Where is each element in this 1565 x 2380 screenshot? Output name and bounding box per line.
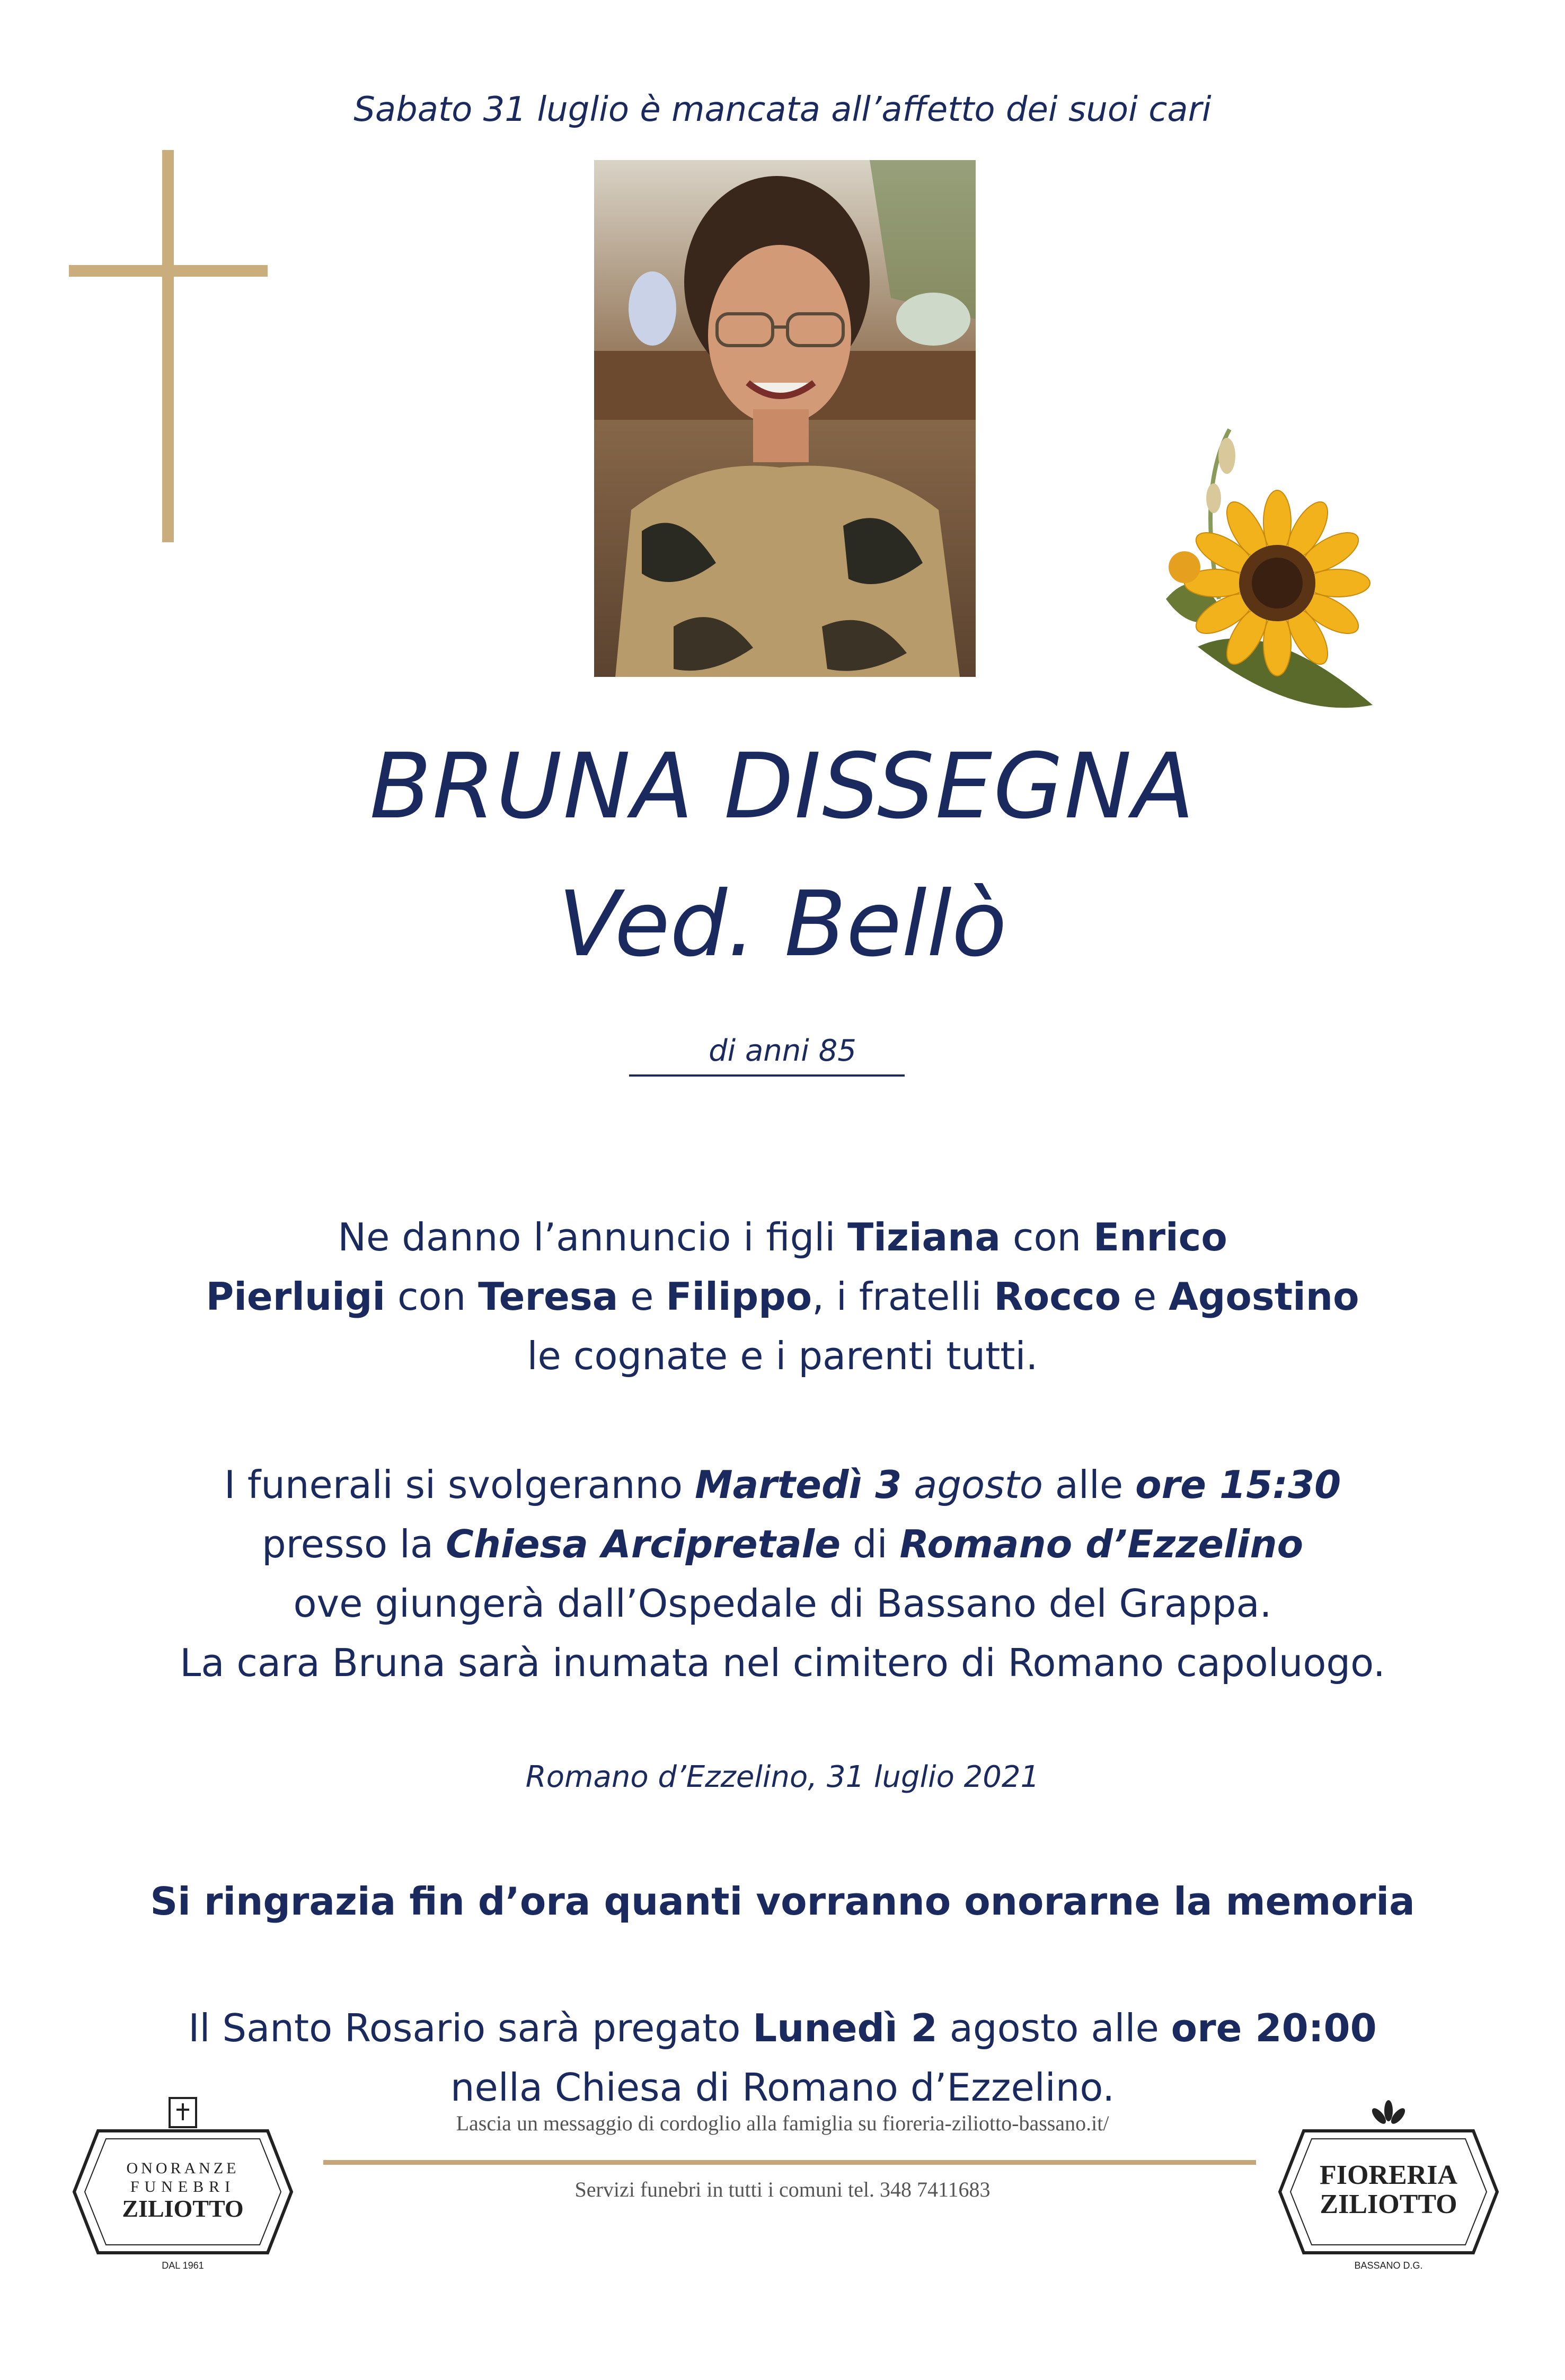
rosary-time: ore 20:00	[1171, 2006, 1377, 2050]
logo-left-top: ONORANZE	[126, 2159, 240, 2177]
cross-icon	[69, 150, 268, 542]
divider-line	[629, 1074, 905, 1077]
age-text: di anni 85	[709, 1034, 856, 1068]
footer-divider	[323, 2160, 1256, 2165]
portrait-photo	[594, 160, 976, 677]
intro-text: Sabato 31 luglio è mancata all’affetto dei suoi cari	[353, 90, 1212, 129]
name-rocco: Rocco	[994, 1274, 1121, 1319]
text: agosto alle	[937, 2006, 1171, 2050]
thanks-text: Si ringrazia fin d’ora quanti vorranno onorarne la memoria	[150, 1879, 1415, 1924]
text: con	[1000, 1215, 1094, 1259]
text: di	[841, 1522, 900, 1566]
sunflower-icon	[1134, 424, 1399, 726]
announcement-line-3: le cognate e i parenti tutti.	[527, 1334, 1038, 1378]
rosary-day: Lunedì 2	[753, 2006, 938, 2050]
logo-right-place: BASSANO D.G.	[1354, 2260, 1423, 2271]
text: I funerali si svolgeranno	[224, 1462, 695, 1507]
rosary-line-1	[0, 1998, 1565, 2058]
funeral-line-2	[0, 1514, 1565, 1574]
condolence-message: Lascia un messaggio di cordoglio alla famiglia su fioreria-ziliotto-bassano.it/	[456, 2111, 1109, 2135]
text: Ne danno l’annuncio i figli	[338, 1215, 848, 1259]
fioreria-logo	[1275, 2094, 1502, 2290]
logo-right-brand1: FIORERIA	[1319, 2160, 1458, 2190]
text: e	[1121, 1274, 1169, 1319]
text: e	[618, 1274, 666, 1319]
name-agostino: Agostino	[1169, 1274, 1359, 1319]
name-tiziana: Tiziana	[847, 1215, 1001, 1259]
logo-left-brand: ZILIOTTO	[122, 2195, 244, 2222]
funeral-line-1	[0, 1455, 1565, 1514]
text: con	[385, 1274, 479, 1319]
funeral-day: Martedì 3	[694, 1462, 902, 1507]
funeral-line-3: ove giungerà dall’Ospedale di Bassano del Grappa.	[293, 1581, 1272, 1626]
town-name: Romano d’Ezzelino	[899, 1522, 1304, 1566]
text: , i fratelli	[812, 1274, 994, 1319]
rosary-line-2: nella Chiesa di Romano d’Ezzelino.	[450, 2065, 1115, 2110]
announcement-line-2	[0, 1267, 1565, 1326]
text: presso la	[261, 1522, 446, 1566]
services-phone: Servizi funebri in tutti i comuni tel. 348 7411683	[574, 2178, 991, 2201]
church-name: Chiesa Arcipretale	[445, 1522, 841, 1566]
logo-right-brand2: ZILIOTTO	[1320, 2189, 1457, 2219]
name-filippo: Filippo	[666, 1274, 812, 1319]
funeral-line-4: La cara Bruna sarà inumata nel cimitero di Romano capoluogo.	[180, 1641, 1385, 1685]
place-date: Romano d’Ezzelino, 31 luglio 2021	[525, 1760, 1040, 1794]
widow-of: Ved. Bellò	[558, 872, 1007, 977]
name-pierluigi: Pierluigi	[206, 1274, 386, 1319]
name-teresa: Teresa	[478, 1274, 618, 1319]
announcement-line-1	[0, 1207, 1565, 1267]
announcement	[0, 1207, 1565, 1386]
funeral-info	[0, 1455, 1565, 1693]
funeral-time: ore 15:30	[1135, 1462, 1341, 1507]
logo-left-mid: FUNEBRI	[130, 2178, 236, 2196]
text: Il Santo Rosario sarà pregato	[188, 2006, 753, 2050]
deceased-name: BRUNA DISSEGNA	[369, 734, 1196, 839]
name-enrico: Enrico	[1093, 1215, 1227, 1259]
funeral-month: agosto	[901, 1462, 1043, 1507]
logo-left-since: DAL 1961	[162, 2260, 204, 2271]
text: alle	[1042, 1462, 1136, 1507]
